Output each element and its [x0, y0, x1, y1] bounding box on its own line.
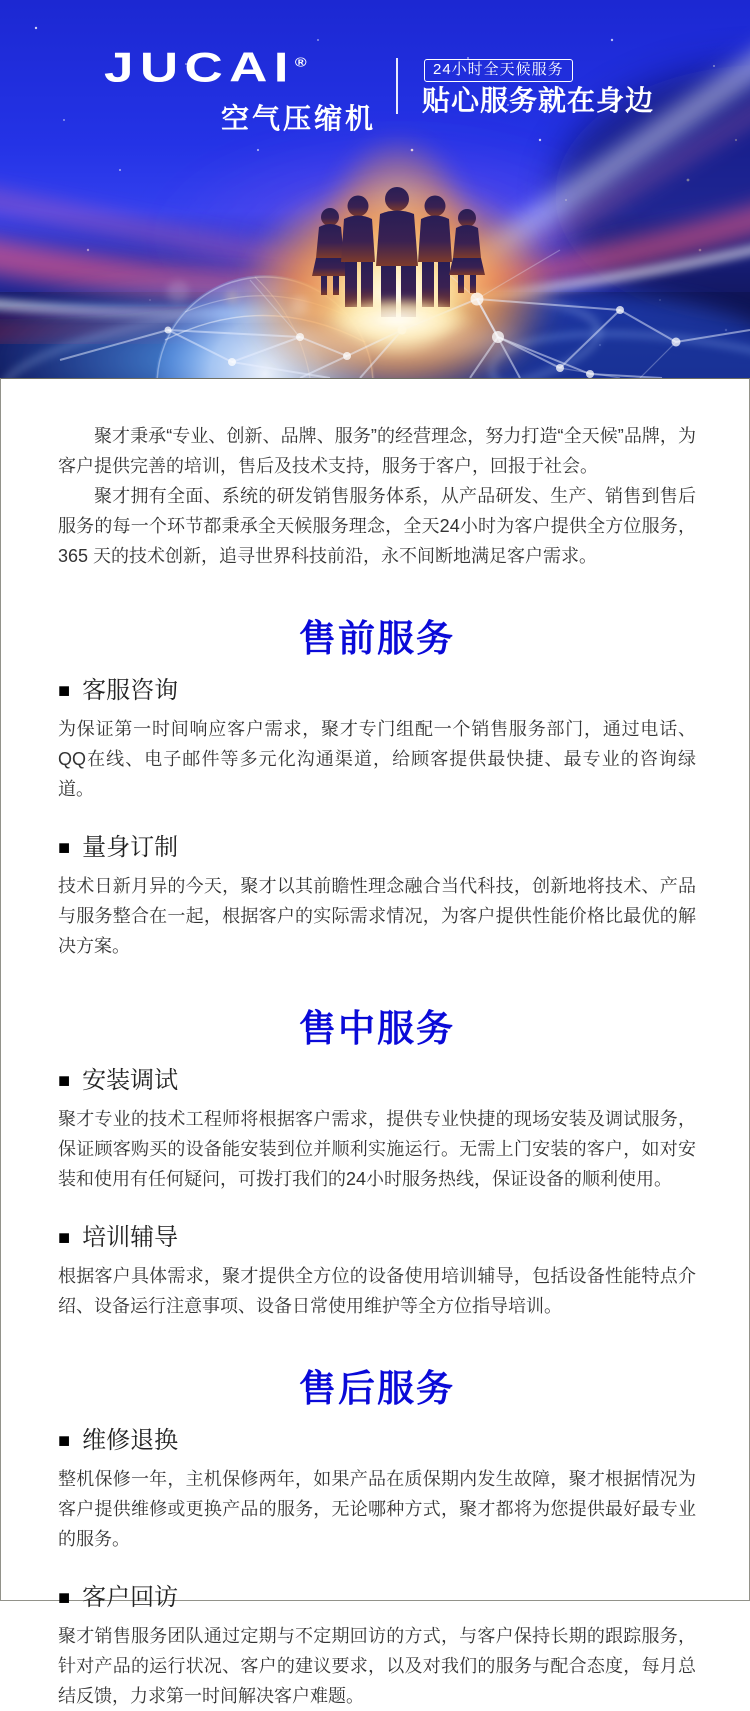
section-presale	[58, 619, 696, 961]
brand-divider	[396, 58, 398, 114]
item-heading-text: 培训辅导	[82, 1224, 179, 1251]
item-heading-text: 客服咨询	[82, 677, 179, 704]
item-body: 技术日新月异的今天，聚才以其前瞻性理念融合当代科技，创新地将技术、产品与服务整合在一起，根据客户的实际需求情况，为客户提供性能价格比最优的解决方案。	[58, 876, 696, 956]
service-item	[58, 1224, 696, 1321]
service-item	[58, 834, 696, 961]
item-heading	[58, 1067, 696, 1095]
service-item	[58, 1584, 696, 1711]
intro-paragraph-2: 聚才拥有全面、系统的研发销售服务体系，从产品研发、生产、销售到售后服务的每一个环节都秉承全天候服务理念，全天24小时为客户提供全方位服务，365 天的技术创新，追寻世界科技前沿，永不间断地满足客户需求。	[58, 486, 696, 566]
item-heading	[58, 1224, 696, 1252]
bullet-square-icon: ■	[58, 1227, 71, 1249]
service-badge: 24小时全天候服务	[424, 59, 573, 82]
hero-banner	[0, 0, 750, 378]
section-title-presale: 售前服务	[299, 618, 455, 659]
content-panel	[0, 378, 750, 1706]
item-heading	[58, 834, 696, 862]
item-heading-text: 客户回访	[82, 1584, 179, 1611]
item-heading	[58, 1584, 696, 1612]
service-item	[58, 677, 696, 804]
item-body: 聚才销售服务团队通过定期与不定期回访的方式，与客户保持长期的跟踪服务，针对产品的运行状况、客户的建议要求，以及对我们的服务与配合态度，每月总结反馈，力求第一时间解决客户难题。	[58, 1626, 696, 1706]
item-heading	[58, 677, 696, 705]
bullet-square-icon: ■	[58, 680, 71, 702]
item-body: 整机保修一年，主机保修两年，如果产品在质保期内发生故障，聚才根据情况为客户提供维修或更换产品的服务，无论哪种方式，聚才都将为您提供最好最专业的服务。	[58, 1469, 696, 1549]
intro-block	[58, 421, 696, 571]
item-body: 根据客户具体需求，聚才提供全方位的设备使用培训辅导，包括设备性能特点介绍、设备运行注意事项、设备日常使用维护等全方位指导培训。	[58, 1266, 696, 1316]
section-aftersale	[58, 1369, 696, 1711]
section-midsale	[58, 1009, 696, 1321]
registered-mark: ®	[294, 55, 307, 71]
bullet-square-icon: ■	[58, 1587, 71, 1609]
bullet-square-icon: ■	[58, 1070, 71, 1092]
section-title-midsale: 售中服务	[299, 1008, 455, 1049]
logo-jucai-text: JUCAI	[104, 43, 295, 91]
bullet-square-icon: ■	[58, 837, 71, 859]
brand-logo	[104, 44, 376, 137]
item-heading	[58, 1427, 696, 1455]
item-body: 聚才专业的技术工程师将根据客户需求，提供专业快捷的现场安装及调试服务，保证顾客购买的设备能安装到位并顺利实施运行。无需上门安装的客户，如对安装和使用有任何疑问，可拨打我们的24小时服务热线，保证设备的顺利使用。	[58, 1109, 696, 1189]
intro-paragraph-1: 聚才秉承“专业、创新、品牌、服务”的经营理念，努力打造“全天候”品牌，为客户提供完善的培训，售后及技术支持，服务于客户，回报于社会。	[58, 426, 696, 476]
bullet-square-icon: ■	[58, 1430, 71, 1452]
item-heading-text: 安装调试	[82, 1067, 179, 1094]
item-heading-text: 量身订制	[82, 834, 179, 861]
item-body: 为保证第一时间响应客户需求，聚才专门组配一个销售服务部门，通过电话、QQ在线、电子邮件等多元化沟通渠道，给顾客提供最快捷、最专业的咨询绿道。	[58, 719, 696, 799]
service-item	[58, 1067, 696, 1194]
item-heading-text: 维修退换	[82, 1427, 179, 1454]
logo-subtitle: 空气压缩机	[220, 102, 376, 134]
tagline: 贴心服务就在身边	[422, 85, 655, 116]
section-title-aftersale: 售后服务	[299, 1368, 455, 1409]
service-item	[58, 1427, 696, 1554]
logo-wordmark	[104, 43, 392, 91]
